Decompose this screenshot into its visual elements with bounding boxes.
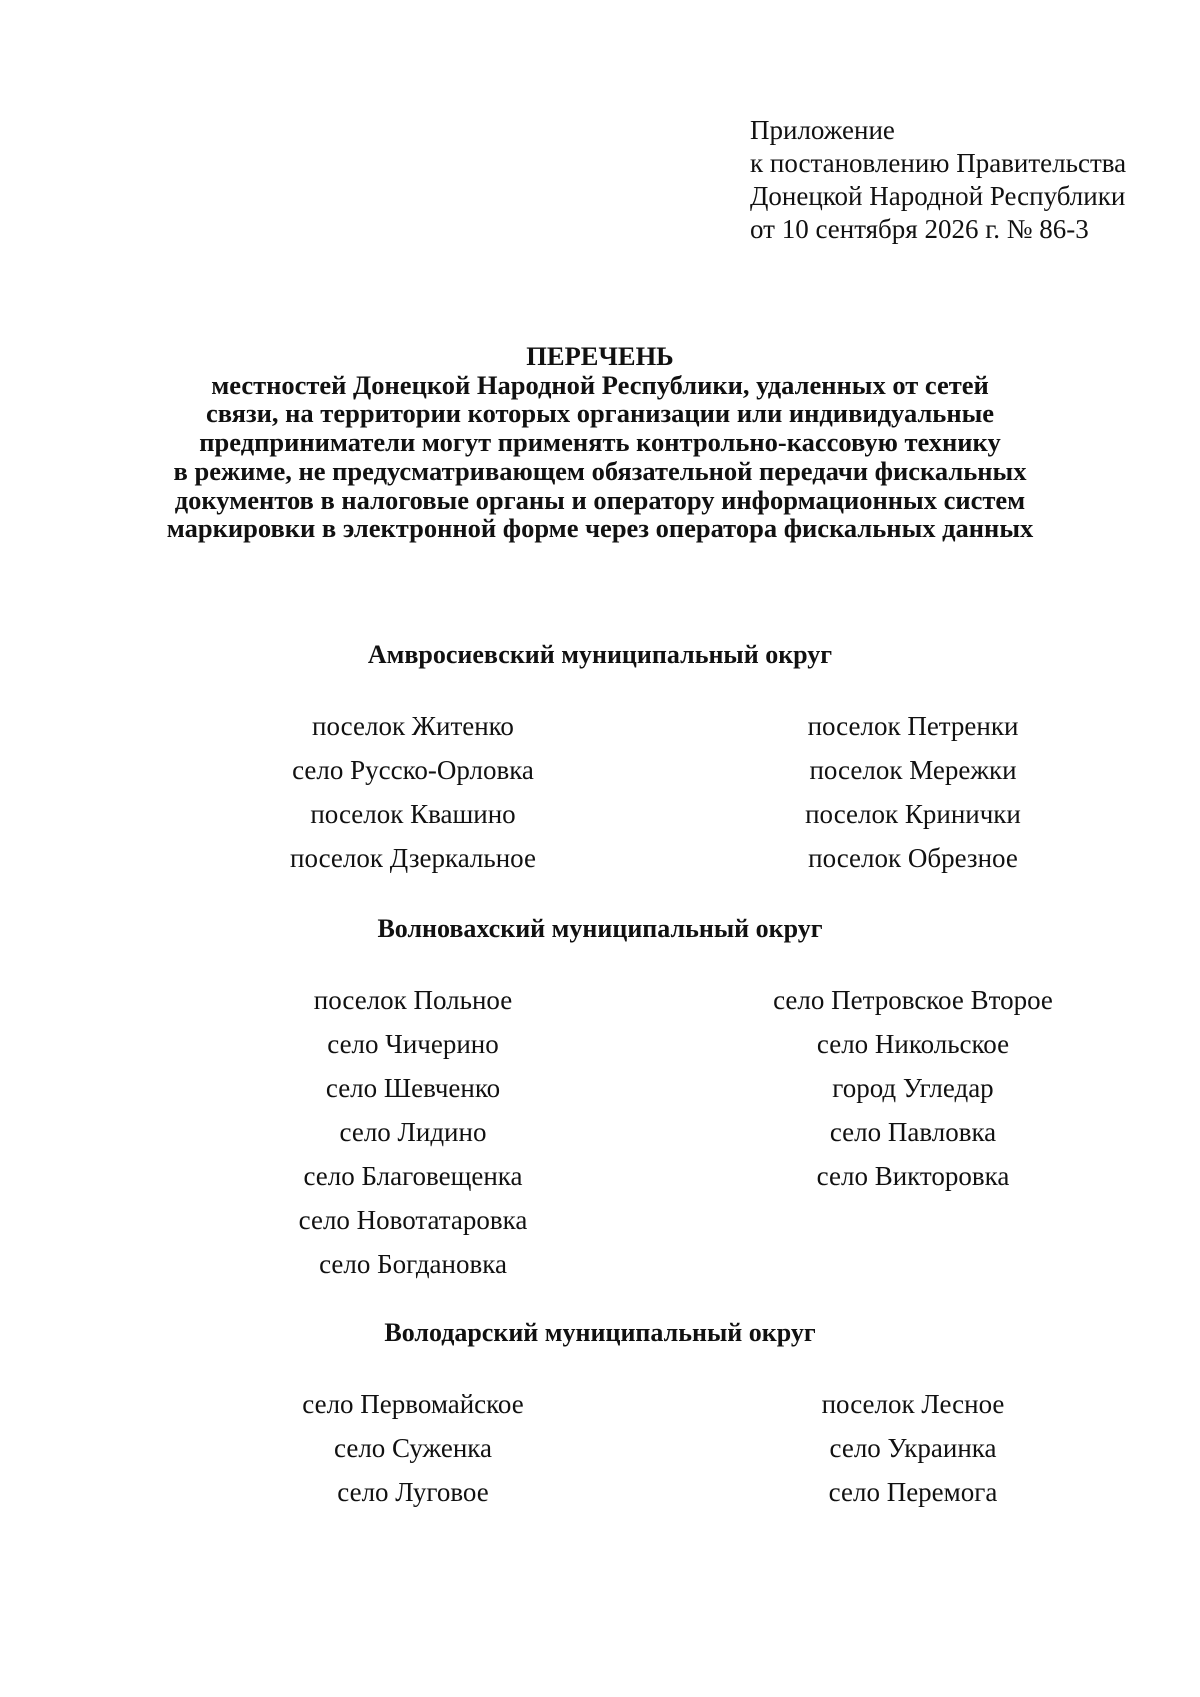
document-heading xyxy=(0,342,1200,543)
locality-item: село Чичерино xyxy=(327,1029,499,1059)
locality-item: село Суженка xyxy=(334,1433,492,1463)
district-right-column xyxy=(703,978,1123,1198)
locality-item: поселок Лесное xyxy=(821,1389,1005,1419)
locality-item: поселок Польное xyxy=(313,985,513,1015)
locality-item: поселок Петренки xyxy=(807,711,1019,741)
locality-item: поселок Кринички xyxy=(805,799,1021,829)
heading-line: связи, на территории которых организации или индивидуальные xyxy=(205,398,995,429)
locality-item: поселок Житенко xyxy=(312,711,514,741)
locality-item: село Луговое xyxy=(337,1477,489,1507)
locality-item: село Украинка xyxy=(829,1433,997,1463)
district-right-column xyxy=(703,704,1123,880)
locality-item: село Новотатаровка xyxy=(298,1205,528,1235)
locality-item: поселок Мережки xyxy=(809,755,1017,785)
appendix-header xyxy=(750,114,1126,246)
district-title: Амвросиевский муниципальный округ xyxy=(367,640,833,669)
district-left-column xyxy=(203,1382,623,1514)
appendix-line: Донецкой Народной Республики xyxy=(750,181,1126,211)
document-title: ПЕРЕЧЕНЬ xyxy=(526,341,674,371)
locality-item: село Благовещенка xyxy=(303,1161,523,1191)
locality-item: село Павловка xyxy=(829,1117,997,1147)
locality-item: село Русско-Орловка xyxy=(292,755,534,785)
locality-item: село Перемога xyxy=(828,1477,998,1507)
heading-line: в режиме, не предусматривающем обязательной передачи фискальных xyxy=(173,455,1027,486)
locality-item: село Богдановка xyxy=(319,1249,507,1279)
district-right-column xyxy=(703,1382,1123,1514)
district-left-column xyxy=(203,978,623,1286)
locality-item: село Шевченко xyxy=(325,1073,501,1103)
locality-item: поселок Квашино xyxy=(310,799,516,829)
locality-item: село Лидино xyxy=(339,1117,487,1147)
locality-item: село Никольское xyxy=(816,1029,1010,1059)
appendix-line: Приложение xyxy=(750,115,895,145)
appendix-line: к постановлению Правительства xyxy=(750,148,1127,178)
district-title: Волновахский муниципальный округ xyxy=(377,914,823,943)
heading-line: местностей Донецкой Народной Республики, удаленных от сетей xyxy=(211,369,989,400)
district-left-column xyxy=(203,704,623,880)
locality-item: город Угледар xyxy=(832,1073,994,1103)
locality-item: поселок Дзеркальное xyxy=(290,843,536,873)
heading-line: предприниматели могут применять контрольно-кассовую технику xyxy=(199,427,1001,458)
locality-item: село Первомайское xyxy=(302,1389,524,1419)
heading-line: маркировки в электронной форме через оператора фискальных данных xyxy=(166,513,1034,544)
locality-item: село Петровское Второе xyxy=(773,985,1053,1015)
locality-item: поселок Обрезное xyxy=(808,843,1018,873)
district-title: Володарский муниципальный округ xyxy=(384,1318,816,1347)
locality-item: село Викторовка xyxy=(816,1161,1010,1191)
appendix-line: от 10 сентября 2026 г. № 86-3 xyxy=(750,214,1089,244)
heading-line: документов в налоговые органы и оператору информационных систем xyxy=(174,484,1026,515)
